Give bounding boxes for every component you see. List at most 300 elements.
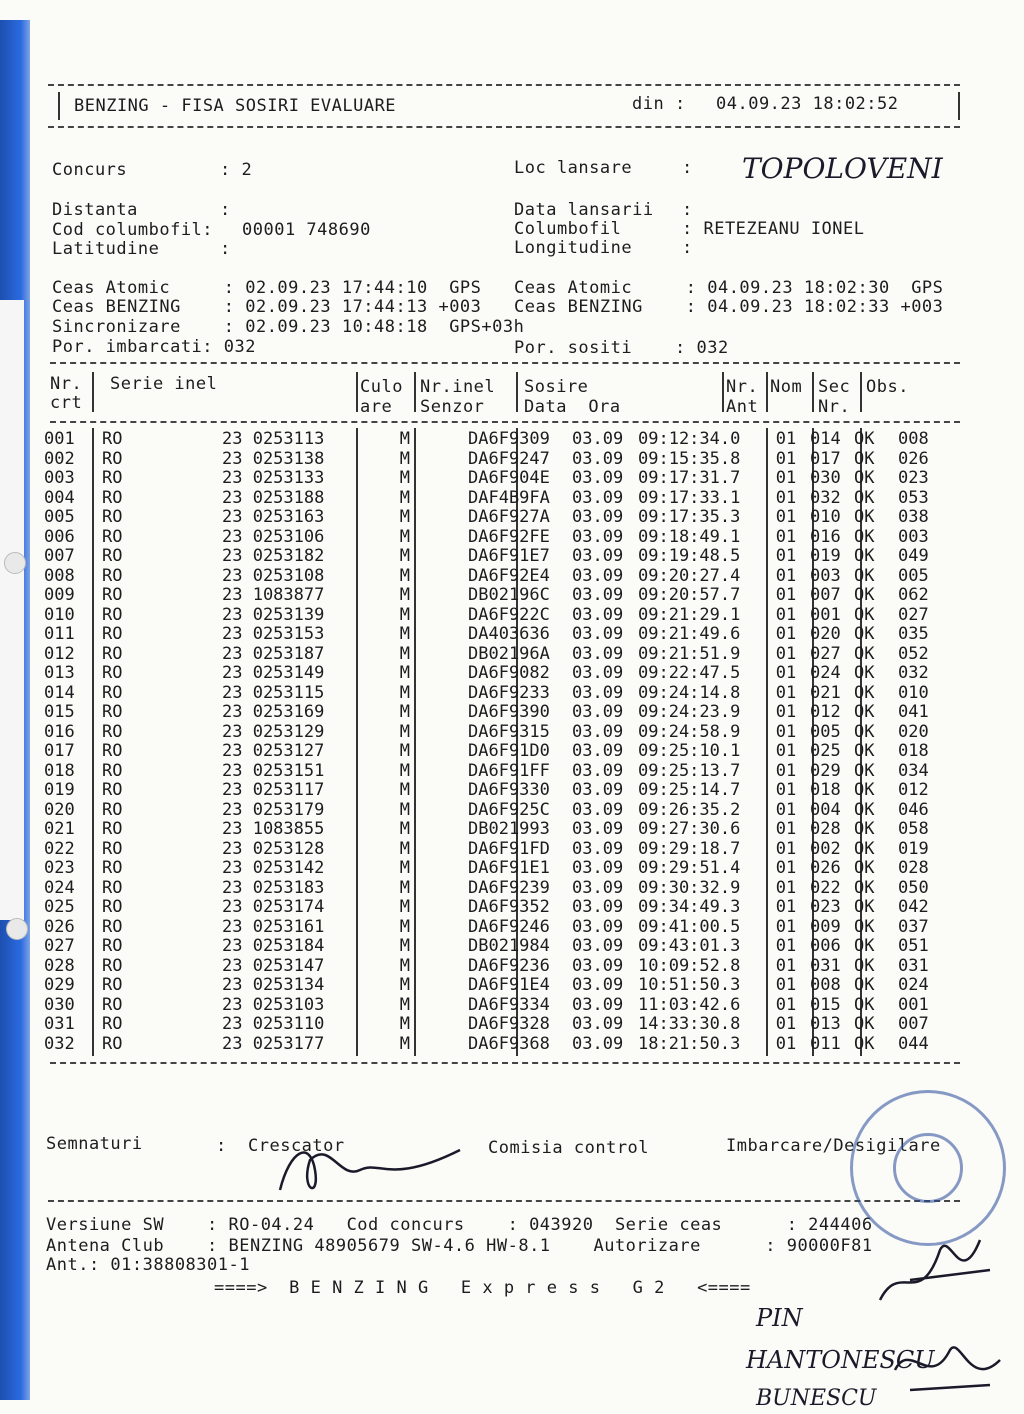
row-observation: 019	[898, 838, 929, 859]
row-observation: 053	[898, 487, 929, 508]
table-header-rule	[50, 421, 960, 423]
row-sensor-ring: DA6F9315	[468, 721, 550, 742]
row-arrival-date: 03.09	[572, 897, 624, 917]
row-country: RO	[102, 526, 123, 547]
row-color	[410, 879, 468, 899]
row-antenna: 01	[775, 741, 797, 761]
col-nr-inel-1: Nr.inel	[420, 377, 496, 397]
row-nom: 014	[810, 429, 841, 449]
row-nr-crt: 013	[44, 663, 75, 683]
row-sex: M	[399, 858, 410, 878]
row-antenna: 01	[775, 877, 797, 898]
handwritten-pin: PIN	[756, 1304, 803, 1332]
row-antenna: 01	[775, 448, 797, 469]
row-arrival-time: 18:21:50.3	[638, 1033, 741, 1054]
row-arrival-time: 09:12:34.0	[638, 429, 741, 449]
row-nom: 010	[810, 507, 841, 527]
loc-lansare-colon: :	[682, 158, 693, 178]
col-divider	[860, 372, 862, 412]
row-arrival-time: 09:24:23.9	[638, 702, 741, 722]
row-nr-crt: 003	[44, 468, 75, 488]
row-country: RO	[102, 604, 123, 625]
row-country: RO	[102, 468, 123, 488]
col-sosire-1: Sosire	[524, 377, 589, 397]
row-observation: 062	[898, 585, 929, 605]
row-sensor-ring: DA6F922C	[468, 604, 550, 625]
footer-rule	[48, 1200, 960, 1202]
row-sex: M	[399, 838, 410, 859]
row-sex: M	[399, 663, 410, 683]
col-divider	[766, 372, 768, 412]
row-country: RO	[102, 994, 123, 1015]
columbofil-label: Columbofil	[514, 219, 622, 239]
row-nom: 002	[810, 838, 841, 859]
row-country: RO	[102, 663, 123, 683]
row-nom: 008	[810, 975, 841, 995]
row-arrival-time: 09:22:47.5	[638, 663, 741, 683]
row-sensor-ring: DA6F9334	[468, 994, 550, 1015]
row-sec-status: OK	[854, 565, 875, 586]
row-ring-number: 23 0253153	[222, 624, 325, 644]
row-arrival-date: 03.09	[572, 838, 624, 859]
row-antenna: 01	[775, 955, 797, 976]
row-observation: 026	[898, 448, 929, 469]
row-observation: 034	[898, 760, 929, 781]
col-nr-crt-1: Nr.	[50, 374, 83, 394]
row-arrival-date: 03.09	[572, 585, 624, 605]
row-ring-number: 23 0253169	[222, 702, 325, 722]
row-antenna: 01	[775, 780, 797, 800]
row-sex: M	[399, 643, 410, 664]
row-color	[410, 976, 468, 996]
row-sec-status: OK	[854, 682, 875, 703]
row-arrival-date: 03.09	[572, 702, 624, 722]
row-sensor-ring: DA6F9330	[468, 780, 550, 800]
row-sex: M	[399, 585, 410, 605]
row-arrival-date: 03.09	[572, 858, 624, 878]
row-sex: M	[399, 897, 410, 917]
crescator-signature	[270, 1130, 470, 1210]
columbofil-value: : RETEZEANU IONEL	[682, 219, 865, 239]
row-arrival-time: 09:19:48.5	[638, 546, 741, 566]
sincronizare: Sincronizare : 02.09.23 10:48:18 GPS+03h	[52, 317, 525, 337]
row-antenna: 01	[775, 897, 797, 917]
row-arrival-date: 03.09	[572, 916, 624, 937]
table-row	[44, 508, 942, 528]
longitudine-value: :	[682, 238, 693, 258]
row-sensor-ring: DA6F91E7	[468, 546, 550, 566]
row-color	[410, 586, 468, 606]
porumbei-sositi: Por. sositi : 032	[514, 338, 729, 358]
row-antenna: 01	[775, 936, 797, 956]
row-sensor-ring: DAF4B9FA	[468, 487, 550, 508]
row-arrival-time: 09:34:49.3	[638, 897, 741, 917]
row-observation: 020	[898, 721, 929, 742]
row-nr-crt: 032	[44, 1033, 75, 1054]
row-sensor-ring: DB021993	[468, 819, 550, 839]
table-row	[44, 801, 942, 821]
row-nr-crt: 031	[44, 1014, 75, 1034]
row-ring-number: 23 0253188	[222, 487, 325, 508]
row-sex: M	[399, 819, 410, 839]
row-antenna: 01	[775, 604, 797, 625]
row-sex: M	[399, 1014, 410, 1034]
porumbei-imbarcati: Por. imbarcati: 032	[52, 337, 256, 357]
row-nom: 031	[810, 955, 841, 976]
row-arrival-time: 09:29:18.7	[638, 838, 741, 859]
row-country: RO	[102, 682, 123, 703]
row-sensor-ring: DA6F91E1	[468, 858, 550, 878]
row-nr-crt: 005	[44, 507, 75, 527]
row-ring-number: 23 0253139	[222, 604, 325, 625]
table-row	[44, 996, 942, 1016]
row-sec-status: OK	[854, 526, 875, 547]
row-sensor-ring: DA6F9082	[468, 663, 550, 683]
table-row	[44, 469, 942, 489]
row-color	[410, 937, 468, 957]
row-antenna: 01	[775, 721, 797, 742]
row-color	[410, 645, 468, 665]
table-row	[44, 528, 942, 548]
row-observation: 031	[898, 955, 929, 976]
row-nom: 018	[810, 780, 841, 800]
row-nr-crt: 018	[44, 760, 75, 781]
row-antenna: 01	[775, 429, 797, 449]
row-nr-crt: 027	[44, 936, 75, 956]
table-row	[44, 586, 942, 606]
row-arrival-time: 09:15:35.8	[638, 448, 741, 469]
binder-cutout	[0, 300, 24, 920]
row-arrival-date: 03.09	[572, 448, 624, 469]
row-nom: 022	[810, 877, 841, 898]
row-sec-status: OK	[854, 468, 875, 488]
punch-hole-top	[4, 552, 26, 574]
row-arrival-time: 09:20:27.4	[638, 565, 741, 586]
table-row	[44, 937, 942, 957]
row-nom: 017	[810, 448, 841, 469]
row-observation: 010	[898, 682, 929, 703]
row-color	[410, 606, 468, 626]
row-sec-status: OK	[854, 858, 875, 878]
table-row	[44, 762, 942, 782]
row-ring-number: 23 0253127	[222, 741, 325, 761]
row-nr-crt: 028	[44, 955, 75, 976]
row-nom: 015	[810, 994, 841, 1015]
row-arrival-date: 03.09	[572, 760, 624, 781]
col-nr-ant-1: Nr.	[726, 377, 759, 397]
document-title: BENZING - FISA SOSIRI EVALUARE	[74, 96, 397, 116]
row-observation: 051	[898, 936, 929, 956]
row-color	[410, 898, 468, 918]
row-observation: 058	[898, 819, 929, 839]
row-color	[410, 450, 468, 470]
row-nr-crt: 020	[44, 799, 75, 820]
row-ring-number: 23 0253129	[222, 721, 325, 742]
row-sec-status: OK	[854, 838, 875, 859]
row-ring-number: 23 0253177	[222, 1033, 325, 1054]
row-sec-status: OK	[854, 663, 875, 683]
row-sensor-ring: DA6F9368	[468, 1033, 550, 1054]
row-observation: 024	[898, 975, 929, 995]
row-ring-number: 23 0253133	[222, 468, 325, 488]
ceas-benzing-start: Ceas BENZING : 02.09.23 17:44:13 +003	[52, 297, 482, 317]
row-observation: 037	[898, 916, 929, 937]
row-sensor-ring: DA6F9390	[468, 702, 550, 722]
col-sec-2: Nr.	[818, 397, 851, 417]
row-color	[410, 703, 468, 723]
row-nom: 003	[810, 565, 841, 586]
row-sex: M	[399, 682, 410, 703]
row-country: RO	[102, 487, 123, 508]
col-nom: Nom	[770, 377, 803, 397]
row-color	[410, 684, 468, 704]
row-ring-number: 23 0253184	[222, 936, 325, 956]
table-row	[44, 723, 942, 743]
row-color	[410, 859, 468, 879]
row-sensor-ring: DB021984	[468, 936, 550, 956]
row-sensor-ring: DA6F9352	[468, 897, 550, 917]
row-sensor-ring: DA6F91FD	[468, 838, 550, 859]
row-antenna: 01	[775, 643, 797, 664]
col-divider	[356, 372, 358, 412]
row-nom: 028	[810, 819, 841, 839]
row-sec-status: OK	[854, 916, 875, 937]
row-arrival-time: 10:51:50.3	[638, 975, 741, 995]
cod-columbofil-value: 00001 748690	[242, 220, 371, 240]
row-nr-crt: 010	[44, 604, 75, 625]
row-sex: M	[399, 955, 410, 976]
table-row	[44, 489, 942, 509]
latitudine-value: :	[220, 239, 231, 259]
row-antenna: 01	[775, 663, 797, 683]
row-nr-crt: 023	[44, 858, 75, 878]
row-sensor-ring: DA403636	[468, 624, 550, 644]
row-nr-crt: 017	[44, 741, 75, 761]
row-nom: 026	[810, 858, 841, 878]
row-nr-crt: 009	[44, 585, 75, 605]
row-sensor-ring: DA6F92E4	[468, 565, 550, 586]
row-ring-number: 23 0253179	[222, 799, 325, 820]
row-ring-number: 23 0253182	[222, 546, 325, 566]
latitudine-label: Latitudine	[52, 239, 160, 259]
row-arrival-time: 10:09:52.8	[638, 955, 741, 976]
row-color	[410, 1035, 468, 1055]
ant-line: Ant.: 01:38808301-1	[46, 1255, 250, 1275]
row-nr-crt: 014	[44, 682, 75, 703]
row-antenna: 01	[775, 916, 797, 937]
handwritten-name-1: HANTONESCU	[746, 1346, 935, 1374]
row-arrival-date: 03.09	[572, 507, 624, 527]
row-ring-number: 23 0253134	[222, 975, 325, 995]
row-antenna: 01	[775, 994, 797, 1015]
row-nr-crt: 008	[44, 565, 75, 586]
table-row	[44, 1015, 942, 1035]
row-color	[410, 508, 468, 528]
row-sec-status: OK	[854, 546, 875, 566]
row-antenna: 01	[775, 682, 797, 703]
row-nr-crt: 016	[44, 721, 75, 742]
table-row	[44, 976, 942, 996]
concurs-value: : 2	[220, 160, 253, 180]
row-sex: M	[399, 624, 410, 644]
row-observation: 032	[898, 663, 929, 683]
row-arrival-date: 03.09	[572, 487, 624, 508]
row-color	[410, 625, 468, 645]
row-sec-status: OK	[854, 507, 875, 527]
row-arrival-date: 03.09	[572, 546, 624, 566]
ceas-benzing-end: Ceas BENZING : 04.09.23 18:02:33 +003	[514, 297, 944, 317]
row-antenna: 01	[775, 526, 797, 547]
row-color	[410, 430, 468, 450]
row-ring-number: 23 0253128	[222, 838, 325, 859]
row-arrival-date: 03.09	[572, 643, 624, 664]
row-arrival-date: 03.09	[572, 565, 624, 586]
row-sec-status: OK	[854, 975, 875, 995]
row-color	[410, 742, 468, 762]
row-country: RO	[102, 741, 123, 761]
row-color	[410, 840, 468, 860]
row-sec-status: OK	[854, 624, 875, 644]
row-nom: 027	[810, 643, 841, 664]
table-row	[44, 820, 942, 840]
row-nom: 032	[810, 487, 841, 508]
row-antenna: 01	[775, 487, 797, 508]
row-country: RO	[102, 838, 123, 859]
row-arrival-time: 09:27:30.6	[638, 819, 741, 839]
row-sex: M	[399, 507, 410, 527]
row-nr-crt: 002	[44, 448, 75, 469]
row-observation: 028	[898, 858, 929, 878]
row-country: RO	[102, 975, 123, 995]
row-sec-status: OK	[854, 585, 875, 605]
row-country: RO	[102, 721, 123, 742]
row-nom: 025	[810, 741, 841, 761]
row-nom: 029	[810, 760, 841, 781]
row-country: RO	[102, 936, 123, 956]
row-antenna: 01	[775, 702, 797, 722]
row-arrival-date: 03.09	[572, 1033, 624, 1054]
row-sensor-ring: DB02196C	[468, 585, 550, 605]
header-bottom-rule	[48, 126, 960, 128]
row-ring-number: 23 1083855	[222, 819, 325, 839]
row-ring-number: 23 0253151	[222, 760, 325, 781]
row-nom: 021	[810, 682, 841, 703]
row-arrival-time: 09:24:58.9	[638, 721, 741, 742]
col-sosire-2: Data Ora	[524, 397, 621, 417]
imbarcare-desigilare-label: Imbarcare/Desigilare	[726, 1136, 941, 1156]
row-sec-status: OK	[854, 897, 875, 917]
table-row	[44, 625, 942, 645]
row-arrival-date: 03.09	[572, 663, 624, 683]
row-ring-number: 23 0253115	[222, 682, 325, 703]
table-row	[44, 918, 942, 938]
row-observation: 042	[898, 897, 929, 917]
row-sec-status: OK	[854, 936, 875, 956]
row-observation: 038	[898, 507, 929, 527]
comisia-control-label: Comisia control	[488, 1138, 650, 1158]
row-country: RO	[102, 799, 123, 820]
row-ring-number: 23 0253147	[222, 955, 325, 976]
row-country: RO	[102, 955, 123, 976]
row-observation: 050	[898, 877, 929, 898]
row-observation: 044	[898, 1033, 929, 1054]
row-nom: 016	[810, 526, 841, 547]
row-observation: 012	[898, 780, 929, 800]
table-top-rule	[50, 362, 960, 364]
row-ring-number: 23 0253174	[222, 897, 325, 917]
row-sex: M	[399, 799, 410, 820]
row-arrival-date: 03.09	[572, 604, 624, 625]
row-sec-status: OK	[854, 780, 875, 800]
row-sex: M	[399, 604, 410, 625]
row-antenna: 01	[775, 858, 797, 878]
col-serie-inel: Serie inel	[110, 374, 218, 394]
row-nom: 020	[810, 624, 841, 644]
arrivals-table-body	[44, 430, 942, 1054]
row-sec-status: OK	[854, 643, 875, 664]
row-sex: M	[399, 780, 410, 800]
longitudine-label: Longitudine	[514, 238, 633, 258]
table-row	[44, 1035, 942, 1055]
row-observation: 052	[898, 643, 929, 664]
row-observation: 046	[898, 799, 929, 820]
row-nr-crt: 019	[44, 780, 75, 800]
row-country: RO	[102, 702, 123, 722]
row-nr-crt: 024	[44, 877, 75, 898]
row-arrival-time: 09:20:57.7	[638, 585, 741, 605]
header-right-border	[958, 92, 960, 120]
row-nr-crt: 025	[44, 897, 75, 917]
row-country: RO	[102, 916, 123, 937]
row-arrival-date: 03.09	[572, 780, 624, 800]
row-color	[410, 762, 468, 782]
table-row	[44, 567, 942, 587]
row-color	[410, 664, 468, 684]
bottom-signature	[890, 1330, 1010, 1410]
row-arrival-time: 09:21:51.9	[638, 643, 741, 664]
row-ring-number: 23 0253113	[222, 429, 325, 449]
row-sensor-ring: DA6F9239	[468, 877, 550, 898]
distanta-value: :	[220, 200, 231, 220]
row-ring-number: 23 0253110	[222, 1014, 325, 1034]
row-country: RO	[102, 1014, 123, 1034]
row-antenna: 01	[775, 624, 797, 644]
row-nom: 005	[810, 721, 841, 742]
row-sex: M	[399, 702, 410, 722]
row-nom: 013	[810, 1014, 841, 1034]
row-sex: M	[399, 468, 410, 488]
table-row	[44, 742, 942, 762]
row-arrival-date: 03.09	[572, 429, 624, 449]
row-sex: M	[399, 565, 410, 586]
row-country: RO	[102, 624, 123, 644]
data-lansarii-value: :	[682, 200, 693, 220]
row-observation: 003	[898, 526, 929, 547]
col-obs: Obs.	[866, 377, 909, 397]
row-sec-status: OK	[854, 721, 875, 742]
row-arrival-time: 09:25:14.7	[638, 780, 741, 800]
row-sec-status: OK	[854, 429, 875, 449]
row-arrival-time: 09:21:29.1	[638, 604, 741, 625]
row-observation: 001	[898, 994, 929, 1015]
row-country: RO	[102, 448, 123, 469]
semnaturi-label: Semnaturi	[46, 1134, 143, 1154]
row-color	[410, 567, 468, 587]
table-bottom-rule	[50, 1062, 960, 1064]
row-sex: M	[399, 877, 410, 898]
row-sec-status: OK	[854, 448, 875, 469]
row-country: RO	[102, 546, 123, 566]
